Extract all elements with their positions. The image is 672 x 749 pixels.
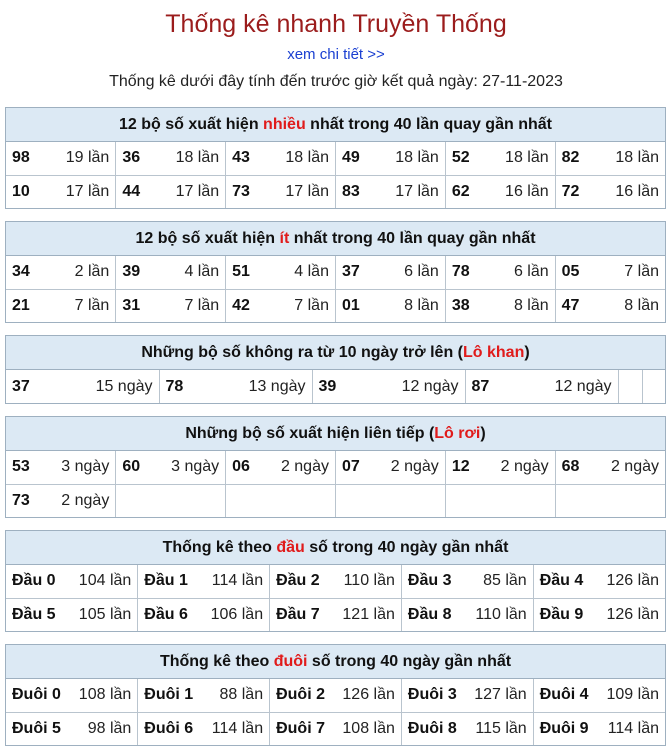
stat-cell — [401, 565, 533, 598]
stat-cell — [116, 175, 226, 208]
stat-cell — [116, 256, 226, 289]
stat-cell — [401, 712, 533, 745]
stat-number: 87 — [471, 377, 490, 395]
stat-number: 52 — [451, 149, 470, 167]
lo-khan-section — [5, 335, 666, 404]
stat-cell — [445, 289, 555, 322]
stat-count: 126 lần — [606, 605, 659, 623]
header-text: số trong 40 ngày gần nhất — [307, 653, 512, 670]
stat-cell — [138, 712, 270, 745]
header-text: số trong 40 ngày gần nhất — [304, 539, 509, 556]
stat-number: 34 — [12, 263, 30, 281]
stat-number: 38 — [451, 296, 470, 314]
stat-cell — [445, 451, 555, 484]
stat-number: Đầu 6 — [144, 605, 188, 623]
dau-stats-table — [6, 565, 665, 631]
stat-cell — [270, 565, 402, 598]
stat-cell — [445, 484, 555, 517]
table-row — [6, 484, 665, 517]
stat-number: Đuôi 4 — [539, 686, 589, 704]
stat-count: 126 lần — [606, 572, 659, 590]
table-row — [6, 256, 665, 289]
stat-cell — [445, 175, 555, 208]
stat-cell — [6, 712, 138, 745]
stat-count: 16 lần — [615, 182, 659, 200]
stat-cell — [6, 142, 116, 175]
stat-number: 06 — [232, 458, 250, 476]
stat-count: 16 lần — [505, 182, 549, 200]
header-text: 12 bộ số xuất hiện — [135, 230, 280, 247]
stat-number: 43 — [232, 149, 250, 167]
header-text: nhất trong 40 lần quay gần nhất — [305, 116, 552, 133]
stat-number: 42 — [232, 296, 250, 314]
stat-cell — [270, 712, 402, 745]
stat-number: 31 — [122, 296, 141, 314]
stat-cell — [6, 370, 159, 403]
header-text: Những bộ số xuất hiện liên tiếp ( — [185, 425, 435, 442]
stat-cell — [270, 598, 402, 631]
table-row — [6, 565, 665, 598]
stat-number: 39 — [122, 263, 141, 281]
header-text: Thống kê theo — [162, 539, 277, 556]
stat-number: 83 — [341, 182, 360, 200]
section-header — [6, 531, 665, 565]
stat-count: 114 lần — [211, 572, 264, 590]
table-row — [6, 679, 665, 712]
stat-number: Đầu 2 — [276, 572, 320, 590]
stat-cell — [533, 679, 665, 712]
stat-number: 68 — [561, 458, 580, 476]
stat-number: 21 — [12, 296, 30, 314]
stat-cell — [226, 451, 336, 484]
stat-count: 7 lần — [74, 296, 110, 314]
stat-cell — [116, 484, 226, 517]
stat-count: 121 lần — [342, 605, 395, 623]
stat-number: Đuôi 2 — [276, 686, 325, 704]
stat-number: 36 — [122, 149, 141, 167]
stat-count: 108 lần — [342, 719, 395, 737]
stat-cell — [335, 451, 445, 484]
stat-count: 13 ngày — [248, 377, 306, 395]
stat-cell — [335, 289, 445, 322]
stat-cell — [116, 289, 226, 322]
stat-count: 105 lần — [78, 605, 132, 623]
stat-cell — [533, 565, 665, 598]
stat-number: 37 — [341, 263, 360, 281]
page-title: Thống kê nhanh Truyền Thống — [165, 10, 507, 38]
stat-count: 17 lần — [175, 182, 220, 200]
stat-cell — [555, 142, 665, 175]
stat-count: 88 lần — [219, 686, 264, 704]
header-highlight: đuôi — [273, 653, 308, 670]
stat-number: Đuôi 5 — [12, 719, 61, 737]
section-header — [6, 417, 665, 451]
stat-number: 49 — [341, 149, 360, 167]
stat-number: Đầu 9 — [539, 605, 584, 623]
stat-number: 07 — [341, 458, 360, 476]
stat-count: 109 lần — [606, 686, 659, 704]
stat-cell — [555, 451, 665, 484]
header-highlight: đầu — [276, 539, 305, 556]
stat-cell — [445, 256, 555, 289]
table-row — [6, 175, 665, 208]
page-subtitle: Thống kê dưới đây tính đến trước giờ kết quả ngày: 27-11-2023 — [109, 73, 563, 90]
table-row — [6, 142, 665, 175]
stat-count: 3 ngày — [171, 458, 220, 476]
stat-cell — [401, 598, 533, 631]
stat-cell — [6, 565, 138, 598]
stat-cell — [335, 142, 445, 175]
stat-count: 18 lần — [615, 149, 659, 167]
least-frequent-table — [6, 256, 665, 322]
stat-number: Đầu 8 — [407, 605, 452, 623]
stat-cell — [312, 370, 465, 403]
stat-number: 01 — [341, 296, 360, 314]
stat-count: 17 lần — [395, 182, 439, 200]
stat-cell — [270, 679, 402, 712]
stat-number: 98 — [12, 149, 30, 167]
header-text: 12 bộ số xuất hiện — [119, 116, 264, 133]
stat-cell — [116, 142, 226, 175]
section-header — [6, 222, 665, 256]
view-details-link[interactable]: xem chi tiết >> — [287, 46, 385, 63]
stat-count: 7 lần — [184, 296, 220, 314]
stat-count: 2 lần — [74, 263, 110, 281]
stat-cell — [226, 256, 336, 289]
stat-count: 115 lần — [475, 719, 527, 737]
table-row — [6, 451, 665, 484]
stat-cell — [6, 484, 116, 517]
stat-cell — [555, 484, 665, 517]
stat-cell — [401, 679, 533, 712]
stat-count: 18 lần — [285, 149, 329, 167]
stat-cell — [642, 370, 667, 403]
dau-stats-section — [5, 530, 666, 632]
stat-count: 4 lần — [294, 263, 329, 281]
stat-cell — [138, 598, 270, 631]
stat-number: 10 — [12, 182, 30, 200]
stat-number: Đuôi 6 — [144, 719, 194, 737]
stat-count: 2 ngày — [61, 491, 110, 509]
stat-count: 127 lần — [474, 686, 527, 704]
stat-count: 104 lần — [78, 572, 132, 590]
stat-count: 3 ngày — [61, 458, 110, 476]
table-row — [6, 712, 665, 745]
lo-roi-table — [6, 451, 665, 517]
stat-count: 17 lần — [65, 182, 110, 200]
stat-count: 108 lần — [78, 686, 132, 704]
stat-number: 05 — [561, 263, 580, 281]
table-row — [6, 370, 667, 403]
section-header — [6, 108, 665, 142]
stat-count: 98 lần — [87, 719, 132, 737]
stat-number: Đuôi 1 — [144, 686, 194, 704]
stat-cell — [226, 142, 336, 175]
stat-count: 17 lần — [285, 182, 329, 200]
lo-roi-section — [5, 416, 666, 518]
stat-cell — [465, 370, 618, 403]
stat-count: 18 lần — [505, 149, 549, 167]
stat-cell — [6, 598, 138, 631]
stat-cell — [555, 289, 665, 322]
stat-number: Đuôi 8 — [407, 719, 457, 737]
section-header — [6, 336, 665, 370]
stat-cell — [335, 175, 445, 208]
stat-number: 82 — [561, 149, 580, 167]
duoi-stats-section — [5, 644, 666, 746]
stat-cell — [335, 484, 445, 517]
stat-number: Đầu 7 — [276, 605, 320, 623]
header-highlight: nhiều — [263, 116, 306, 133]
lo-khan-table — [6, 370, 667, 403]
stat-cell — [116, 451, 226, 484]
stat-cell — [6, 451, 116, 484]
stat-cell — [138, 565, 270, 598]
stat-count: 4 lần — [184, 263, 220, 281]
stat-cell — [226, 289, 336, 322]
stat-cell — [226, 484, 336, 517]
section-header — [6, 645, 665, 679]
stat-count: 7 lần — [624, 263, 659, 281]
stat-cell — [555, 175, 665, 208]
stat-number: 62 — [451, 182, 470, 200]
header-text: nhất trong 40 lần quay gần nhất — [289, 230, 536, 247]
stat-count: 15 ngày — [95, 377, 153, 395]
stat-cell — [445, 142, 555, 175]
header-text: Những bộ số không ra từ 10 ngày trở lên ( — [141, 344, 463, 361]
stat-number: 37 — [12, 377, 30, 395]
stat-cell — [6, 679, 138, 712]
stat-count: 7 lần — [294, 296, 329, 314]
stat-count: 110 lần — [343, 572, 395, 590]
most-frequent-table — [6, 142, 665, 208]
stat-number: Đầu 0 — [12, 572, 56, 590]
stat-number: 39 — [318, 377, 337, 395]
stat-cell — [533, 598, 665, 631]
stat-cell — [335, 256, 445, 289]
stat-number: Đầu 4 — [539, 572, 584, 590]
stat-cell — [159, 370, 312, 403]
table-row — [6, 289, 665, 322]
stat-count: 2 ngày — [610, 458, 659, 476]
stat-number: 73 — [12, 491, 30, 509]
stat-count: 110 lần — [475, 605, 527, 623]
stat-cell — [6, 289, 116, 322]
stat-number: 53 — [12, 458, 30, 476]
stat-count: 8 lần — [624, 296, 659, 314]
stat-number: Đầu 5 — [12, 605, 56, 623]
stat-number: 73 — [232, 182, 250, 200]
stat-count: 18 lần — [175, 149, 220, 167]
stat-count: 2 ngày — [390, 458, 439, 476]
stat-cell — [138, 679, 270, 712]
stat-number: 78 — [451, 263, 470, 281]
stat-count: 6 lần — [404, 263, 439, 281]
stat-cell — [6, 175, 116, 208]
least-frequent-section — [5, 221, 666, 323]
stat-number: Đầu 3 — [407, 572, 452, 590]
stat-number: Đuôi 9 — [539, 719, 589, 737]
stat-number: 72 — [561, 182, 580, 200]
stat-number: 78 — [165, 377, 184, 395]
stat-count: 12 ngày — [401, 377, 459, 395]
stat-cell — [555, 256, 665, 289]
stat-count: 114 lần — [211, 719, 264, 737]
stat-cell — [6, 256, 116, 289]
duoi-stats-table — [6, 679, 665, 745]
stat-number: 47 — [561, 296, 580, 314]
stat-count: 8 lần — [404, 296, 439, 314]
stat-number: Đuôi 7 — [276, 719, 325, 737]
stat-cell — [618, 370, 642, 403]
stat-cell — [533, 712, 665, 745]
stat-count: 126 lần — [342, 686, 395, 704]
stat-count: 106 lần — [210, 605, 264, 623]
stat-count: 114 lần — [607, 719, 659, 737]
header-highlight: Lô khan — [463, 344, 525, 361]
stat-count: 2 ngày — [280, 458, 329, 476]
stat-count: 8 lần — [513, 296, 549, 314]
stat-count: 19 lần — [65, 149, 110, 167]
stat-count: 2 ngày — [500, 458, 549, 476]
stat-cell — [226, 175, 336, 208]
stat-number: Đuôi 3 — [407, 686, 457, 704]
stat-number: 51 — [232, 263, 250, 281]
stat-count: 18 lần — [395, 149, 439, 167]
header-text: Thống kê theo — [159, 653, 274, 670]
header-text: ) — [480, 425, 486, 442]
stat-count: 12 ngày — [554, 377, 612, 395]
table-row — [6, 598, 665, 631]
header-highlight: Lô rơi — [434, 425, 481, 442]
header-text: ) — [524, 344, 530, 361]
stat-count: 85 lần — [483, 572, 527, 590]
stat-number: Đầu 1 — [144, 572, 188, 590]
stat-number: 12 — [451, 458, 470, 476]
stat-number: 60 — [122, 458, 141, 476]
stat-number: Đuôi 0 — [12, 686, 61, 704]
stat-count: 6 lần — [513, 263, 549, 281]
most-frequent-section — [5, 107, 666, 209]
header-highlight: ít — [279, 230, 290, 247]
stat-number: 44 — [122, 182, 141, 200]
